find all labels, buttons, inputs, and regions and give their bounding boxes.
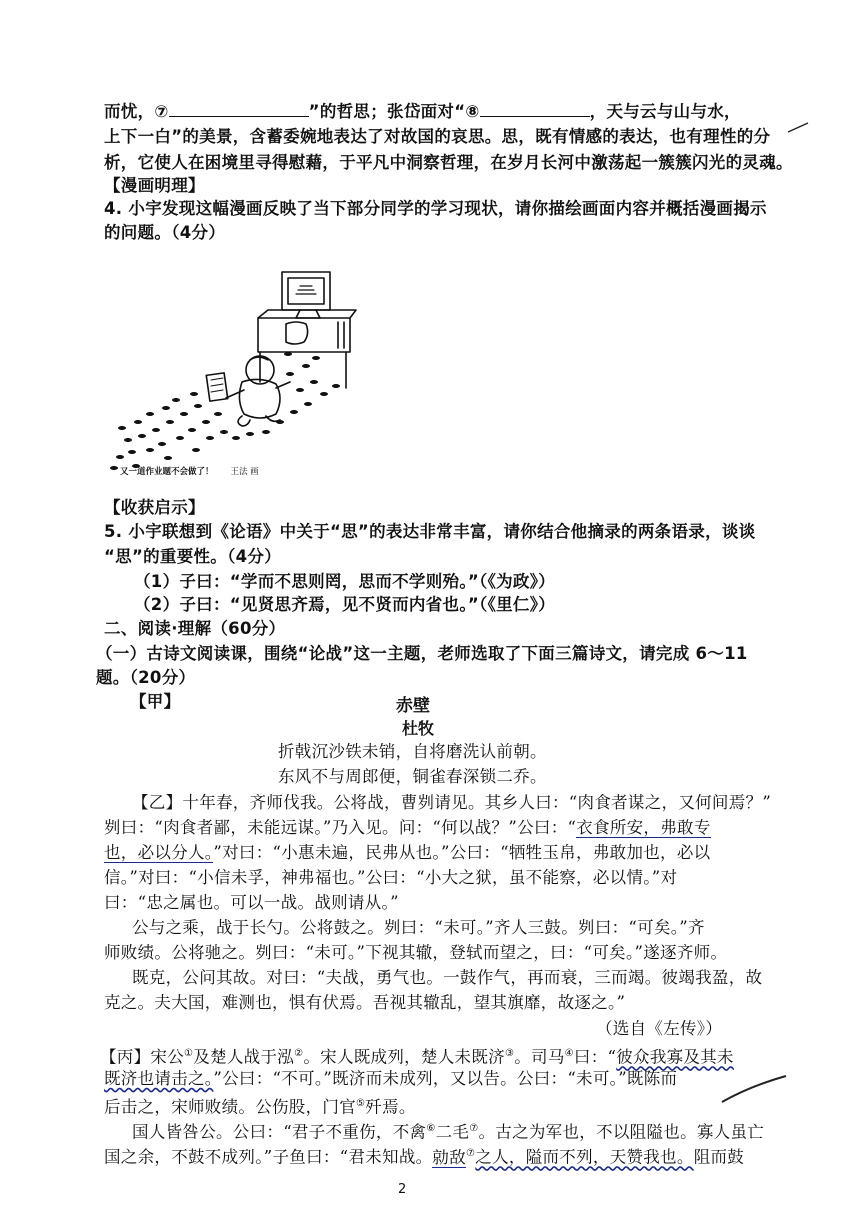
section-heading-harvest: 【收获启示】 <box>104 498 205 517</box>
bing-line <box>132 1118 764 1144</box>
text-fragment: 国人皆咎公。公曰：“君子不重伤，不禽 <box>132 1122 427 1142</box>
yi-line: 【乙】十年春，齐师伐我。公将战，曹刿请见。其乡人曰：“肉食者谋之，又何间焉？” <box>132 793 772 812</box>
text-fragment: ，天与云与山与水， <box>589 102 741 121</box>
text-fragment: 国之余，不鼓不成列。”子鱼曰：“君未知战。 <box>104 1147 433 1167</box>
yi-line: 曰：“忠之属也。可以一战。战则请从。” <box>104 893 399 912</box>
footprints <box>110 352 340 470</box>
text-fragment: 而忧，⑦ <box>104 102 169 121</box>
footnote-mark: ① <box>184 1048 194 1059</box>
yi-source: （选自《左传》） <box>596 1019 723 1038</box>
footnote-mark: ④ <box>564 1048 574 1059</box>
cartoon-image <box>110 262 360 482</box>
section-heading-cartoon: 【漫画明理】 <box>104 176 205 195</box>
text-fragment: ”的哲思；张岱面对“⑧ <box>308 102 480 121</box>
text-fragment: 及楚人战于泓 <box>193 1047 295 1067</box>
question-5-line2: “思”的重要性。（4分） <box>104 547 282 566</box>
quote-2: （2）子曰：“见贤思齐焉，见不贤而内省也。”（《里仁》） <box>134 595 556 614</box>
text-fragment: 。司马 <box>514 1047 565 1067</box>
footnote-mark: ⑤ <box>356 1098 366 1109</box>
footnote-mark: ② <box>294 1048 304 1059</box>
underlined-phrase: 也，必以分人。 <box>104 843 214 862</box>
jia-tag: 【甲】 <box>130 692 181 711</box>
yi-line: 公与之乘，战于长勺。公将鼓之。刿曰：“未可。”齐人三鼓。刿曰：“可矣。”齐 <box>132 918 705 937</box>
pen-mark <box>786 120 810 134</box>
quote-1: （1）子曰：“学而不思则罔，思而不学则殆。”（《为政》） <box>134 572 556 591</box>
section-2-1-line1: （一）古诗文阅读课，围绕“论战”这一主题，老师选取了下面三篇诗文，请完成 6～11 <box>96 644 748 663</box>
caption-credit: 王法 画 <box>230 467 259 477</box>
footnote-mark: ⑥ <box>426 1123 436 1134</box>
section-2-1-line2: 题。（20分） <box>96 668 196 687</box>
text-fragment: 二毛 <box>435 1122 470 1142</box>
bing-line <box>100 1043 734 1069</box>
pen-mark <box>720 1072 790 1106</box>
bing-line <box>104 1143 744 1169</box>
underlined-phrase: 衣食所安，弗敢专 <box>576 818 711 837</box>
text-fragment: 。宋人既成列，楚人未既济 <box>303 1047 505 1067</box>
question-4-line2: 的问题。（4分） <box>104 223 226 242</box>
text-fragment: ”公曰：“不可。”既济而未成列，又以告。公曰：“未可。”既陈而 <box>213 1069 678 1088</box>
text-fragment: ”对曰：“小惠未遍，民弗从也。”公曰：“牺牲玉帛，弗敢加也，必以 <box>213 843 711 862</box>
cartoon-caption <box>120 465 259 477</box>
paragraph-line: 析，它使人在困境里寻得慰藉，于平凡中洞察哲理，在岁月长河中激荡起一簇簇闪光的灵魂。 <box>104 153 793 172</box>
text-fragment: 。古之为军也，不以阻隘也。寡人虽亡 <box>478 1122 765 1142</box>
yi-line: 既克，公问其故。对曰：“夫战，勇气也。一鼓作气，再而衰，三而竭。彼竭我盈，故 <box>132 968 763 987</box>
question-5-line1: 5. 小宇联想到《论语》中关于“思”的表达非常丰富，请你结合他摘录的两条语录，谈谈 <box>104 522 756 541</box>
answer-line-7-8 <box>104 100 741 123</box>
section-2-heading: 二、阅读·理解（60分） <box>104 619 286 638</box>
footnote-mark: ⑦ <box>469 1123 479 1134</box>
footnote-mark: ⑦ <box>466 1148 476 1159</box>
wavy-underlined-phrase: 既济也请击之。 <box>104 1069 214 1088</box>
text-fragment: 【丙】宋公 <box>100 1047 184 1067</box>
page-number: 2 <box>398 1182 407 1197</box>
caption-text: 又一道作业题不会做了！ <box>120 467 214 477</box>
yi-line <box>104 842 710 864</box>
text-fragment: 歼焉。 <box>365 1097 416 1117</box>
underlined-phrase: 勍敌 <box>432 1147 467 1167</box>
text-fragment: 后击之，宋师败绩。公伤股，门官 <box>104 1097 356 1117</box>
yi-line: 信。”对曰：“小信未孚，神弗福也。”公曰：“小大之狱，虽不能察，必以情。”对 <box>104 868 678 887</box>
blank-8[interactable] <box>480 100 590 117</box>
bing-line <box>104 1068 677 1090</box>
poem-line-2: 东风不与周郎便，铜雀春深锁二乔。 <box>278 767 547 786</box>
footnote-mark: ③ <box>504 1048 515 1059</box>
wavy-underlined-phrase: 之人，隘而不列，天赞我也。 <box>475 1147 694 1167</box>
blank-7[interactable] <box>169 100 309 117</box>
wavy-underlined-phrase: 彼众我寡及其未 <box>616 1047 734 1067</box>
yi-line <box>104 817 711 839</box>
yi-line: 克之。夫大国，难测也，惧有伏焉。吾视其辙乱，望其旗靡，故逐之。” <box>104 993 626 1012</box>
poem-line-1: 折戟沉沙铁未销，自将磨洗认前朝。 <box>278 742 547 761</box>
yi-line: 师败绩。公将驰之。刿曰：“未可。”下视其辙，登轼而望之，曰：“可矣。”遂逐齐师。 <box>104 943 728 962</box>
poem-title: 赤壁 <box>396 696 430 716</box>
text-fragment: 刿曰：“肉食者鄙，未能远谋。”乃入见。问：“何以战？”公曰：“ <box>104 818 577 837</box>
poem-author: 杜牧 <box>402 719 435 738</box>
text-fragment: 阻而鼓 <box>693 1147 745 1167</box>
paragraph-line: 上下一白”的美景，含蓄委婉地表达了对故国的哀思。思，既有情感的表达，也有理性的分 <box>104 127 771 146</box>
text-fragment: 曰：“ <box>573 1047 617 1067</box>
question-4-line1: 4. 小宇发现这幅漫画反映了当下部分同学的学习现状，请你描绘画面内容并概括漫画揭示 <box>104 199 767 218</box>
bing-line <box>104 1093 416 1119</box>
